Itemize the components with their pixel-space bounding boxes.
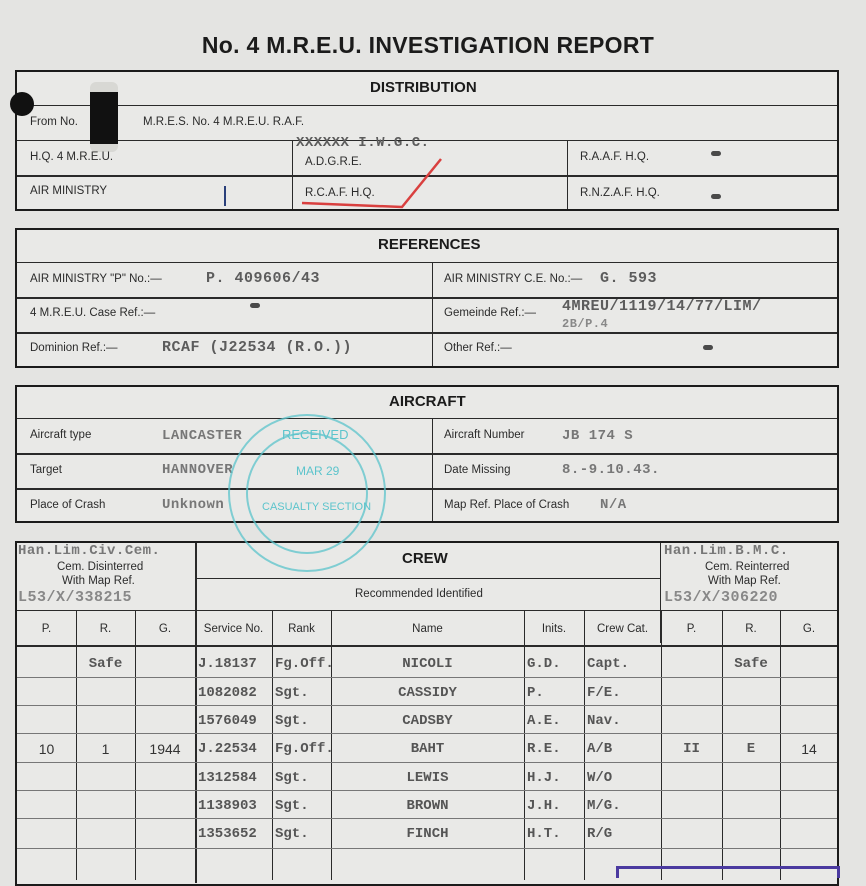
crew-cell-cat: Capt.: [587, 656, 630, 672]
rnzaf-label: R.N.Z.A.F. H.Q.: [580, 187, 660, 199]
crew-cell-r1: 1: [101, 741, 110, 757]
aircraft-number-label: Aircraft Number: [444, 429, 525, 441]
crew-cell-inits: G.D.: [527, 656, 561, 672]
reinterred-label-1: Cem. Reinterred: [705, 561, 790, 573]
adgre-label: A.D.G.R.E.: [305, 156, 362, 168]
references-heading: REFERENCES: [378, 236, 481, 253]
am-p-value: P. 409606/43: [206, 270, 321, 287]
crew-cell-rank: Sgt.: [275, 685, 309, 701]
column-header-cat: Crew Cat.: [596, 623, 649, 635]
hq4-label: H.Q. 4 M.R.E.U.: [30, 151, 114, 163]
column-header-p2: P.: [686, 623, 697, 635]
crew-cell-p2: II: [683, 741, 700, 757]
crew-cell-inits: H.J.: [527, 770, 561, 786]
crew-cell-cat: M/G.: [587, 798, 621, 814]
report-title: No. 4 M.R.E.U. INVESTIGATION REPORT: [201, 32, 655, 58]
target-label: Target: [30, 464, 62, 476]
column-header-name: Name: [412, 623, 443, 635]
crew-cell-r1: Safe: [88, 656, 123, 672]
crash-place-label: Place of Crash: [30, 499, 106, 511]
column-header-g1: G.: [158, 623, 172, 635]
crash-place-value: Unknown: [162, 497, 225, 513]
crew-cell-name: NICOLI: [402, 656, 453, 672]
aircraft-type-value: LANCASTER: [162, 428, 243, 444]
date-missing-value: 8.-9.10.43.: [562, 462, 660, 478]
crew-cell-cat: R/G: [587, 826, 613, 842]
aircraft-type-label: Aircraft type: [30, 429, 92, 441]
rcaf-label: R.C.A.F. H.Q.: [305, 187, 375, 199]
crew-cell-g1: 1944: [149, 741, 181, 757]
crew-cell-cat: A/B: [587, 741, 613, 757]
crew-cell-r2: Safe: [734, 656, 768, 672]
crew-cell-name: CADSBY: [402, 713, 453, 729]
crew-cell-rank: Sgt.: [275, 826, 309, 842]
disinterred-label-1: Cem. Disinterred: [57, 561, 144, 573]
raaf-label: R.A.A.F. H.Q.: [580, 151, 650, 163]
dominion-value: RCAF (J22534 (R.O.)): [162, 339, 353, 356]
crew-cell-rank: Sgt.: [275, 798, 309, 814]
reinterred-map-ref: L53/X/306220: [664, 589, 779, 606]
am-ce-value: G. 593: [600, 270, 658, 287]
am-ce-label: AIR MINISTRY C.E. No.:—: [444, 273, 583, 285]
crew-cell-service: J.22534: [198, 741, 257, 757]
gemeinde-label: Gemeinde Ref.:—: [444, 307, 537, 319]
crew-cell-g2: 14: [801, 741, 817, 757]
crew-cell-rank: Sgt.: [275, 713, 309, 729]
crew-cell-service: 1138903: [198, 798, 257, 814]
map-ref-value: N/A: [600, 497, 627, 513]
reinterred-cemetery: Han.Lim.B.M.C.: [664, 543, 789, 559]
crew-cell-service: 1082082: [198, 685, 257, 701]
crew-cell-p1: 10: [38, 741, 55, 757]
redaction-mark: [90, 82, 118, 152]
other-ref-label: Other Ref.:—: [444, 342, 512, 354]
column-header-service: Service No.: [203, 623, 264, 635]
hole-punch: [10, 92, 34, 116]
crew-cell-name: CASSIDY: [398, 685, 457, 701]
disinterred-cemetery: Han.Lim.Civ.Cem.: [18, 543, 161, 559]
crew-cell-inits: P.: [527, 685, 544, 701]
adgre-typed: XXXXXX I.W.G.C.: [296, 135, 430, 151]
column-header-g2: G.: [802, 623, 816, 635]
crew-cell-inits: H.T.: [527, 826, 561, 842]
distribution-heading: DISTRIBUTION: [370, 79, 477, 96]
crew-cell-service: J.18137: [198, 656, 257, 672]
from-label: From No.: [30, 116, 78, 128]
crew-cell-rank: Sgt.: [275, 770, 309, 786]
crew-cell-inits: A.E.: [527, 713, 561, 729]
crew-cell-r2: E: [746, 741, 756, 757]
crew-cell-service: 1312584: [198, 770, 257, 786]
crew-cell-rank: Fg.Off.: [275, 656, 334, 672]
target-value: HANNOVER: [162, 462, 234, 478]
crew-cell-name: BAHT: [410, 741, 445, 757]
gemeinde-value-2: 2B/P.4: [562, 317, 609, 331]
column-header-rank: Rank: [288, 623, 315, 635]
recommended-identified-label: Recommended Identified: [355, 588, 483, 600]
column-header-r2: R.: [745, 623, 757, 635]
gemeinde-value-1: 4MREU/1119/14/77/LIM/: [562, 298, 762, 315]
crew-cell-cat: W/O: [587, 770, 613, 786]
column-header-inits: Inits.: [541, 623, 567, 635]
crew-heading: CREW: [402, 550, 448, 567]
map-ref-label: Map Ref. Place of Crash: [444, 499, 570, 511]
reinterred-label-2: With Map Ref.: [708, 575, 781, 587]
purple-stamp-edge: [616, 866, 840, 878]
red-check-mark: [298, 155, 448, 215]
case-ref-label: 4 M.R.E.U. Case Ref.:—: [30, 307, 156, 319]
crew-cell-name: LEWIS: [406, 770, 449, 786]
crew-cell-service: 1576049: [198, 713, 257, 729]
disinterred-map-ref: L53/X/338215: [18, 589, 133, 606]
crew-cell-inits: R.E.: [527, 741, 561, 757]
column-header-p1: P.: [41, 623, 52, 635]
crew-cell-inits: J.H.: [527, 798, 561, 814]
crew-cell-name: FINCH: [406, 826, 449, 842]
aircraft-number-value: JB 174 S: [562, 428, 634, 444]
crew-cell-name: BROWN: [406, 798, 449, 814]
dominion-label: Dominion Ref.:—: [30, 342, 118, 354]
air-ministry-label: AIR MINISTRY: [30, 185, 108, 197]
stamp-section-text: CASUALTY SECTION: [262, 501, 372, 513]
crew-cell-cat: F/E.: [587, 685, 621, 701]
disinterred-label-2: With Map Ref.: [62, 575, 135, 587]
crew-cell-rank: Fg.Off.: [275, 741, 334, 757]
stamp-received-text: RECEIVED: [282, 427, 349, 442]
column-header-r1: R.: [99, 623, 112, 635]
crew-cell-service: 1353652: [198, 826, 257, 842]
crew-cell-cat: Nav.: [587, 713, 621, 729]
aircraft-heading: AIRCRAFT: [389, 393, 466, 410]
am-p-label: AIR MINISTRY "P" No.:—: [30, 273, 162, 285]
from-text: M.R.E.S. No. 4 M.R.E.U. R.A.F.: [143, 116, 305, 128]
stamp-date-text: MAR 29: [296, 464, 340, 478]
date-missing-label: Date Missing: [444, 464, 511, 476]
